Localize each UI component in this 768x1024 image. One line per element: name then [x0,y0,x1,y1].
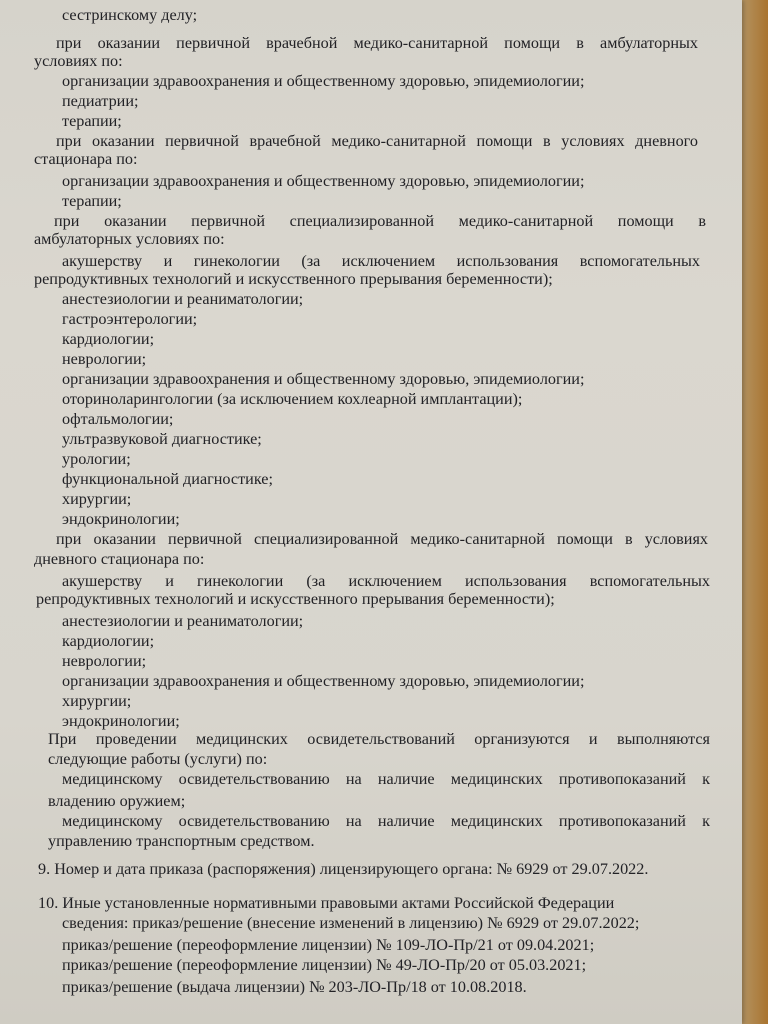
text-line: анестезиологии и реаниматологии; [62,612,304,630]
text-line: неврологии; [62,350,147,368]
text-line: функциональной диагностике; [62,470,273,488]
text-line: управлению транспортным средством. [48,832,315,850]
text-line: кардиологии; [62,330,155,348]
text-line: организации здравоохранения и общественному здоровью, эпидемиологии; [62,172,585,190]
text-line: кардиологии; [62,632,155,650]
text-line: анестезиологии и реаниматологии; [62,290,304,308]
text-line: репродуктивных технологий и искусственного прерывания беременности); [36,590,555,608]
text-line: педиатрии; [62,92,139,110]
text-line: при оказании первичной врачебной медико-санитарной помощи в условиях дневного [56,132,698,150]
text-line: репродуктивных технологий и искусственного прерывания беременности); [34,270,553,288]
text-line: следующие работы (услуги) по: [48,750,268,768]
text-line: эндокринологии; [62,510,180,528]
text-line: медицинскому освидетельствованию на наличие медицинских противопоказаний к [62,812,710,830]
text-line: урологии; [62,450,131,468]
text-line: условиях по: [34,52,123,70]
text-line: при оказании первичной специализированной медико-санитарной помощи в условиях [56,530,708,548]
text-line: организации здравоохранения и общественному здоровью, эпидемиологии; [62,72,585,90]
text-line: при оказании первичной специализированной медико-санитарной помощи в [54,212,706,230]
text-line: хирургии; [62,692,132,710]
text-line: дневного стационара по: [34,550,205,568]
text-line: 10. Иные установленные нормативными правовыми актами Российской Федерации [38,894,615,912]
text-line: акушерству и гинекологии (за исключением использования вспомогательных [62,572,710,590]
text-line: организации здравоохранения и общественному здоровью, эпидемиологии; [62,370,585,388]
text-line: сестринскому делу; [62,6,198,24]
text-line: гастроэнтерологии; [62,310,198,328]
text-line: ультразвуковой диагностике; [62,430,262,448]
text-line: терапии; [62,192,122,210]
text-line: 9. Номер и дата приказа (распоряжения) лицензирующего органа: № 6929 от 29.07.2022. [38,860,649,878]
text-line: медицинскому освидетельствованию на наличие медицинских противопоказаний к [62,770,710,788]
text-line: неврологии; [62,652,147,670]
text-line: организации здравоохранения и общественному здоровью, эпидемиологии; [62,672,585,690]
text-line: приказ/решение (переоформление лицензии) № 109-ЛО-Пр/21 от 09.04.2021; [62,936,595,954]
text-line: акушерству и гинекологии (за исключением использования вспомогательных [62,252,700,270]
text-line: оториноларингологии (за исключением кохлеарной имплантации); [62,390,523,408]
text-line: при оказании первичной врачебной медико-санитарной помощи в амбулаторных [56,34,698,52]
text-line: терапии; [62,112,122,130]
text-line: приказ/решение (выдача лицензии) № 203-ЛО-Пр/18 от 10.08.2018. [62,978,527,996]
text-line: офтальмологии; [62,410,174,428]
text-line: стационара по: [34,150,138,168]
text-line: амбулаторных условиях по: [34,230,225,248]
text-line: владению оружием; [48,792,186,810]
text-line: При проведении медицинских освидетельствований организуются и выполняются [48,730,710,748]
text-line: сведения: приказ/решение (внесение изменений в лицензию) № 6929 от 29.07.2022; [62,914,640,932]
text-line: эндокринологии; [62,712,180,730]
text-line: хирургии; [62,490,132,508]
text-line: приказ/решение (переоформление лицензии) № 49-ЛО-Пр/20 от 05.03.2021; [62,956,587,974]
